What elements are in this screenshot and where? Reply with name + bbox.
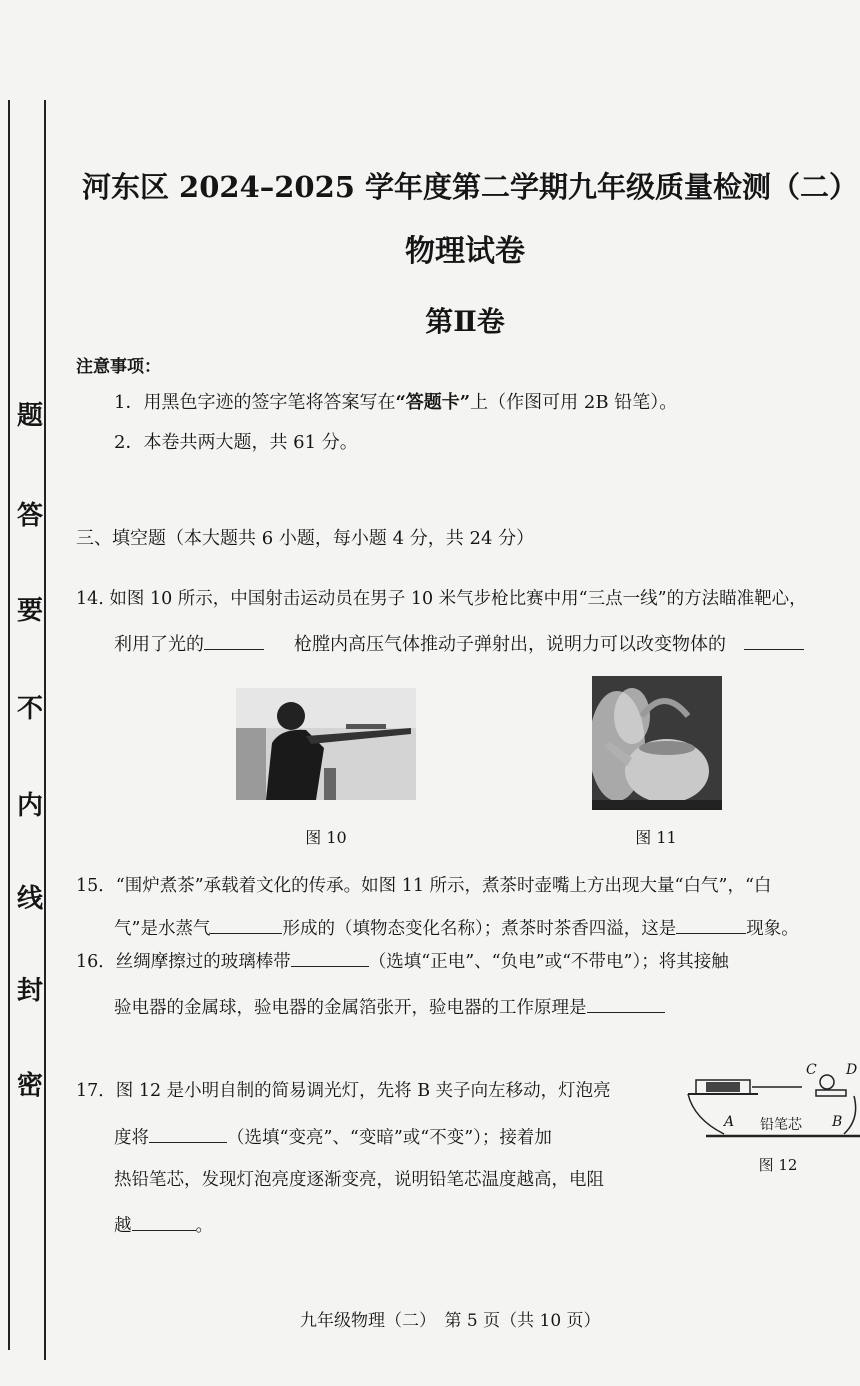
figure-12-caption: 图 12: [758, 1156, 798, 1174]
subject-title: 物理试卷: [405, 234, 525, 269]
answer-blank[interactable]: [204, 631, 264, 650]
label-a: A: [724, 1114, 735, 1130]
answer-blank[interactable]: [587, 994, 665, 1013]
q15-text-b: 形成的（填物态变化名称）；煮茶时茶香四溢，这是: [282, 919, 677, 939]
figure-11-kettle-photo: [592, 676, 722, 810]
notes-item-1: [114, 388, 677, 414]
page-footer: 九年级物理（二） 第 5 页（共 10 页）: [300, 1311, 601, 1331]
shooter-illustration: [236, 688, 416, 800]
notes-item-1-text: 1．用黑色字迹的签字笔将答案写在: [114, 392, 396, 413]
question-14-line-1: 14. 如图 10 所示，中国射击运动员在男子 10 米气步枪比赛中用“三点一线”的方法瞄准靶心，: [76, 589, 807, 609]
figure-12-circuit: [684, 1064, 860, 1144]
label-pencil-core: 铅笔芯: [760, 1117, 802, 1133]
binding-line-inner: [44, 100, 46, 1360]
figure-10-shooter-photo: [236, 688, 416, 800]
figure-11-caption: 图 11: [635, 828, 677, 847]
answer-blank[interactable]: [149, 1124, 227, 1143]
binding-line-outer: [8, 100, 10, 1350]
question-16-line-2: [114, 994, 665, 1019]
q17-text-b: （选填“变亮”、“变暗”或“不变”）；接着加: [227, 1128, 552, 1148]
binding-char: 线: [16, 884, 43, 914]
q15-text-a: 气”是水蒸气: [114, 919, 211, 939]
q15-text-c: 现象。: [746, 919, 799, 939]
volume-title: 第Ⅱ卷: [425, 305, 505, 338]
binding-char: 不: [16, 694, 43, 724]
q17-text-c: 越: [114, 1216, 132, 1236]
question-16-line-1: [76, 948, 729, 973]
binding-char: 密: [16, 1071, 43, 1101]
label-d: D: [846, 1062, 858, 1078]
q16-text-b: （选填“正电”、“负电”或“不带电”）；将其接触: [368, 952, 729, 972]
answer-blank[interactable]: [210, 915, 282, 934]
answer-card-label: “答题卡”: [395, 392, 471, 413]
binding-char: 内: [16, 791, 43, 821]
q14-text-a: 利用了光的: [114, 634, 204, 655]
answer-blank[interactable]: [132, 1212, 196, 1231]
answer-blank[interactable]: [744, 631, 804, 650]
question-17-line-2: [114, 1124, 552, 1149]
answer-blank[interactable]: [676, 915, 746, 934]
q16-text-a: 16．丝绸摩擦过的玻璃棒带: [76, 952, 291, 972]
exam-title: 河东区 2024–2025 学年度第二学期九年级质量检测（二）: [81, 170, 859, 204]
question-17-line-3: 热铅笔芯，发现灯泡亮度逐渐变亮，说明铅笔芯温度越高，电阻: [114, 1170, 604, 1190]
question-17-line-1: 17．图 12 是小明自制的简易调光灯，先将 B 夹子向左移动，灯泡亮: [76, 1081, 611, 1101]
question-15-line-1: 15．“围炉煮茶”承载着文化的传承。如图 11 所示，煮茶时壶嘴上方出现大量“白气”，“白: [76, 876, 772, 896]
binding-char: 要: [16, 596, 43, 626]
q16-text-c: 验电器的金属球，验电器的金属箔张开，验电器的工作原理是: [114, 998, 587, 1018]
q17-text-d: 。: [195, 1216, 213, 1236]
notes-heading: 注意事项：: [76, 357, 161, 377]
answer-blank[interactable]: [291, 948, 369, 967]
section-heading: 三、填空题（本大题共 6 小题，每小题 4 分，共 24 分）: [76, 528, 535, 549]
kettle-illustration: [592, 676, 722, 810]
notes-item-2: 2．本卷共两大题，共 61 分。: [114, 432, 358, 453]
label-c: C: [806, 1062, 817, 1078]
binding-char: 封: [16, 976, 43, 1006]
figure-10-caption: 图 10: [305, 828, 347, 847]
label-b: B: [832, 1114, 843, 1130]
binding-char: 答: [16, 501, 43, 531]
q14-text-b: 枪膛内高压气体推动子弹射出，说明力可以改变物体的: [294, 634, 726, 655]
question-17-line-4: [114, 1212, 213, 1237]
question-14-line-2: [114, 630, 804, 656]
notes-item-1-tail: 上（作图可用 2B 铅笔）。: [470, 392, 678, 413]
question-15-line-2: [114, 915, 799, 940]
q17-text-a: 度将: [114, 1128, 149, 1148]
binding-char: 题: [16, 401, 43, 431]
